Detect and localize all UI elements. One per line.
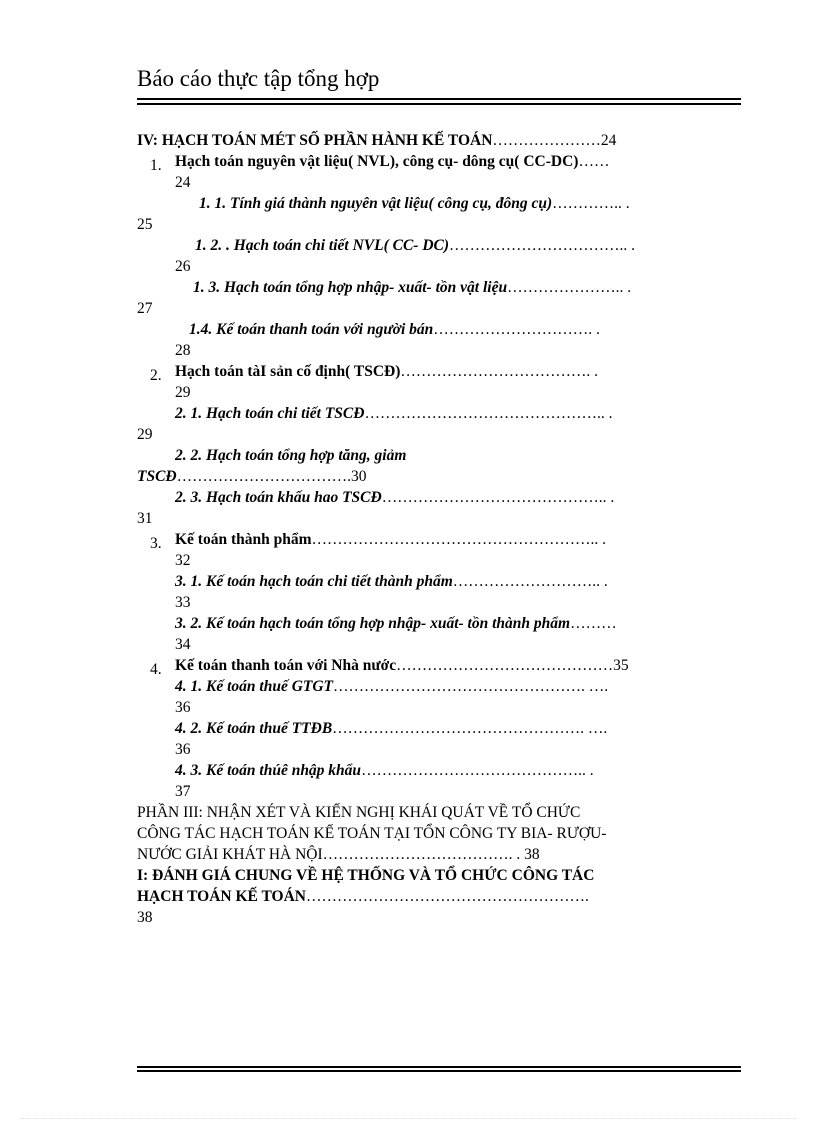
- toc-line: [137, 361, 741, 382]
- toc-entry-title: 3. 1. Kế toán hạch toán chi tiết thành phẩm: [175, 573, 453, 590]
- toc-leader-dots: ………………………………. .: [400, 363, 598, 380]
- toc-entry-title: PHẦN III: NHẬN XÉT VÀ KIẾN NGHỊ KHÁI QUÁT VỀ TỔ CHỨC: [137, 804, 581, 821]
- toc-line: [137, 319, 741, 340]
- toc-line: [137, 172, 741, 193]
- toc-page-number: 38: [520, 846, 540, 863]
- toc-entry-title: HẠCH TOÁN KẾ TOÁN: [137, 888, 306, 905]
- toc-line: [137, 823, 741, 844]
- toc-item-number: 3.: [150, 535, 162, 552]
- toc-page-number: 29: [137, 426, 153, 443]
- toc-line: [137, 424, 741, 445]
- toc-line: [137, 697, 741, 718]
- toc-leader-dots: …………………………………………. ….: [333, 678, 609, 695]
- toc-entry-title: NƯỚC GIẢI KHÁT HÀ NỘI: [137, 846, 323, 863]
- toc-page-number: 25: [137, 216, 153, 233]
- toc-leader-dots: ……………………………………………….. .: [311, 531, 607, 548]
- header-rule-bottom: [137, 103, 741, 105]
- toc-line: [137, 634, 741, 655]
- toc-line: [137, 676, 741, 697]
- toc-line: [137, 655, 741, 676]
- toc-line: [137, 487, 741, 508]
- toc-entry-title: Kế toán thành phẩm: [175, 531, 312, 548]
- toc-entry-title: Hạch toán nguyên vật liệu( NVL), công cụ- dông cụ( CC-DC): [175, 153, 579, 170]
- toc-line: [137, 739, 741, 760]
- toc-entry-title: 1.4. Kế toán thanh toán với người bán: [189, 321, 434, 338]
- table-of-contents: [137, 130, 741, 928]
- toc-line: [137, 340, 741, 361]
- toc-entry-title: CÔNG TÁC HẠCH TOÁN KẾ TOÁN TẠI TỔN CÔNG TY BIA- RƯỢU-: [137, 825, 607, 842]
- toc-page-number: 33: [175, 594, 191, 611]
- toc-line: [137, 298, 741, 319]
- footer-rule-top: [137, 1066, 741, 1068]
- toc-entry-title: 2. 3. Hạch toán khấu hao TSCĐ: [175, 489, 382, 506]
- toc-entry-title: 4. 2. Kế toán thuế TTĐB: [175, 720, 333, 737]
- toc-page-number: 28: [175, 342, 191, 359]
- toc-page-number: 32: [175, 552, 191, 569]
- toc-page-number: 24: [600, 132, 617, 149]
- toc-entry-title: Kế toán thanh toán với Nhà nước: [175, 657, 397, 674]
- toc-page-number: 29: [175, 384, 191, 401]
- toc-page-number: 38: [137, 909, 153, 926]
- toc-line: [137, 466, 741, 487]
- toc-line: [137, 256, 741, 277]
- page-bottom-border: [20, 1118, 796, 1119]
- toc-leader-dots: …………………………….. .: [449, 237, 636, 254]
- toc-leader-dots: …………………………………………. ….: [332, 720, 608, 737]
- toc-line: [137, 781, 741, 802]
- toc-line: [137, 130, 741, 151]
- toc-page-number: 24: [175, 174, 191, 191]
- toc-line: [137, 193, 741, 214]
- toc-leader-dots: ……………………………………………….: [305, 888, 589, 905]
- toc-item-number: 1.: [150, 157, 162, 174]
- toc-line: [137, 844, 741, 865]
- toc-line: [137, 592, 741, 613]
- toc-page-number: 31: [137, 510, 153, 527]
- toc-line: [137, 445, 741, 466]
- toc-leader-dots: …………………………………….. .: [361, 762, 594, 779]
- toc-entry-title: 3. 2. Kế toán hạch toán tổng hợp nhập- xuất- tồn thành phẩm: [175, 615, 571, 632]
- toc-line: [137, 403, 741, 424]
- toc-page-number: 37: [175, 783, 191, 800]
- footer-rule-bottom: [137, 1070, 741, 1072]
- toc-line: [137, 907, 741, 928]
- toc-entry-title: 2. 1. Hạch toán chi tiết TSCĐ: [175, 405, 365, 422]
- toc-line: [137, 550, 741, 571]
- toc-leader-dots: ………: [570, 615, 617, 632]
- toc-line: [137, 865, 741, 886]
- toc-leader-dots: …………………: [492, 132, 601, 149]
- toc-leader-dots: …………………………………….. .: [381, 489, 615, 506]
- toc-line: [137, 382, 741, 403]
- toc-page-number: 36: [175, 741, 191, 758]
- toc-line: [137, 718, 741, 739]
- toc-entry-title: Hạch toán tàI sản cố định( TSCĐ): [175, 363, 401, 380]
- toc-page-number: 27: [137, 300, 153, 317]
- toc-page-number: 26: [175, 258, 191, 275]
- toc-line: [137, 802, 741, 823]
- toc-item-number: 2.: [150, 367, 162, 384]
- toc-leader-dots: ……………………………………: [396, 657, 614, 674]
- toc-line: [137, 760, 741, 781]
- toc-line: [137, 277, 741, 298]
- toc-page-number: 35: [613, 657, 629, 674]
- document-header-title: Báo cáo thực tập tổng hợp: [137, 66, 380, 91]
- toc-leader-dots: ………………………………. .: [322, 846, 521, 863]
- toc-entry-title: I: ĐÁNH GIÁ CHUNG VỀ HỆ THỐNG VÀ TỔ CHỨC CÔNG TÁC: [137, 867, 595, 884]
- toc-leader-dots: ……………………….. .: [452, 573, 608, 590]
- toc-leader-dots: ……: [578, 153, 610, 170]
- toc-entry-title: 1. 1. Tính giá thành nguyên vật liệu( công cụ, đông cụ): [199, 195, 553, 212]
- toc-entry-title: 2. 2. Hạch toán tổng hợp tăng, giảm: [175, 447, 407, 464]
- toc-entry-title: 1. 3. Hạch toán tổng hợp nhập- xuất- tồn vật liệu: [193, 279, 508, 296]
- toc-leader-dots: ……………………………………….. .: [364, 405, 613, 422]
- toc-leader-dots: …………………………….: [176, 468, 351, 485]
- toc-entry-title: 4. 1. Kế toán thuế GTGT: [175, 678, 334, 695]
- toc-entry-title: IV: HẠCH TOÁN MÉT SỐ PHẦN HÀNH KẾ TOÁN: [137, 132, 493, 149]
- header-rule-top: [137, 98, 741, 100]
- toc-entry-title: 4. 3. Kế toán thúê nhập khẩu: [175, 762, 362, 779]
- toc-entry-title: TSCĐ: [137, 468, 177, 485]
- toc-page-number: 34: [175, 636, 191, 653]
- toc-line: [137, 214, 741, 235]
- toc-item-number: 4.: [150, 661, 162, 678]
- toc-line: [137, 151, 741, 172]
- toc-page-number: 30: [351, 468, 367, 485]
- toc-page-number: 36: [175, 699, 191, 716]
- toc-leader-dots: …………………………. .: [433, 321, 600, 338]
- toc-line: [137, 235, 741, 256]
- toc-line: [137, 613, 741, 634]
- toc-leader-dots: ………….. .: [552, 195, 630, 212]
- toc-leader-dots: ………………….. .: [507, 279, 632, 296]
- toc-line: [137, 508, 741, 529]
- toc-entry-title: 1. 2. . Hạch toán chi tiết NVL( CC- DC): [195, 237, 450, 254]
- toc-line: [137, 886, 741, 907]
- toc-line: [137, 571, 741, 592]
- toc-line: [137, 529, 741, 550]
